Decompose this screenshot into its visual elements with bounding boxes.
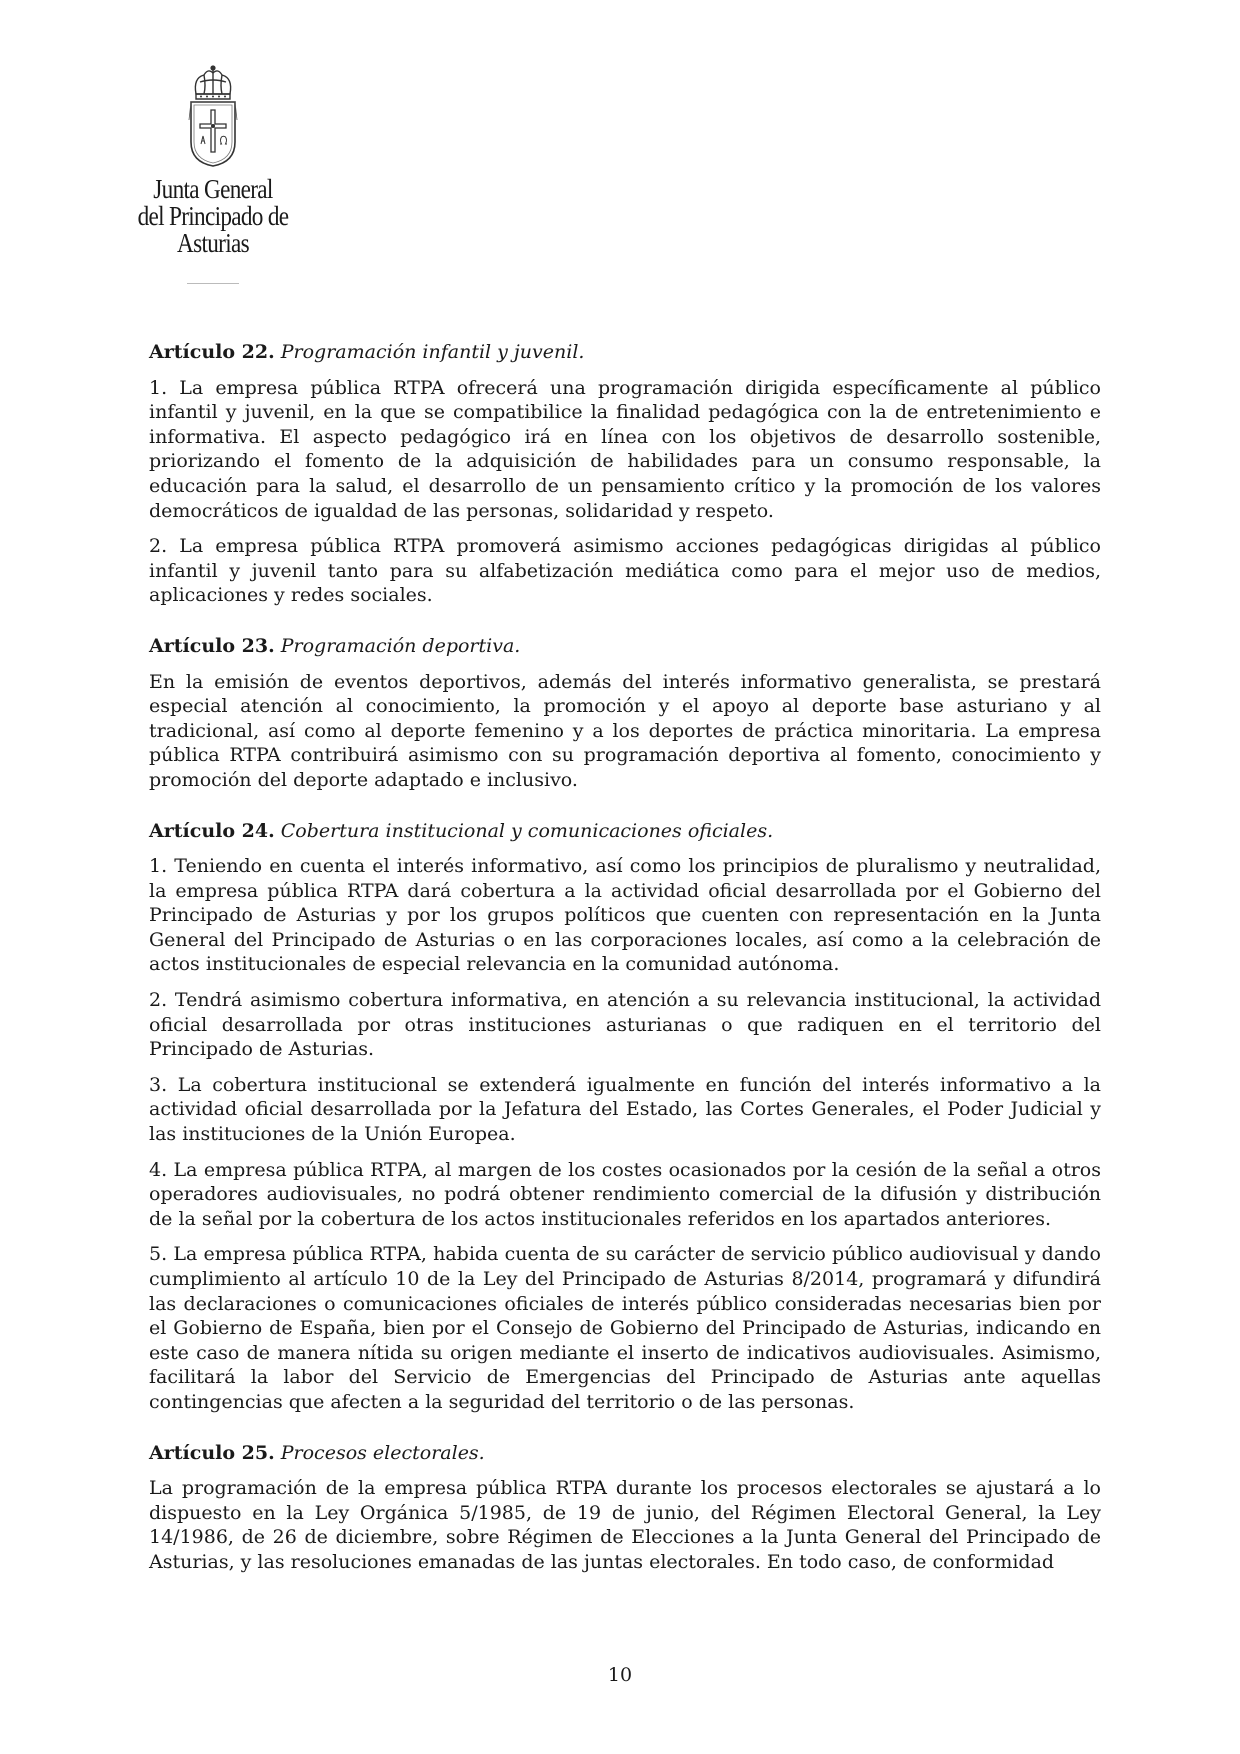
page-number: 10: [607, 1664, 633, 1686]
article-number: Artículo 23.: [149, 634, 275, 657]
article-22-paragraph-2: 2. La empresa pública RTPA promoverá asimismo acciones pedagógicas dirigidas al público infantil y juvenil tanto para su alfabetización mediática como para el mejor uso de medios, aplicaciones y redes sociales.: [149, 535, 1101, 607]
article-24-paragraph-1: 1. Teniendo en cuenta el interés informativo, así como los principios de pluralismo y neutralidad, la empresa pública RTPA dará cobertura a la actividad oficial desarrollada por el Gobierno del Principado de Asturias y por los grupos políticos que cuenten con representación en la Junta General del Principado de Asturias o en las corporaciones locales, así como a la celebración de actos institucionales de especial relevancia en la comunidad autónoma.: [149, 855, 1101, 976]
article-number: Artículo 25.: [149, 1441, 275, 1464]
article-title: Programación infantil y juvenil.: [280, 341, 585, 363]
article-number: Artículo 22.: [149, 341, 275, 363]
article-24-heading: [149, 819, 1101, 844]
article-22-heading: [149, 340, 1101, 365]
article-title: Cobertura institucional y comunicaciones oficiales.: [280, 819, 774, 842]
article-title: Programación deportiva.: [280, 634, 521, 657]
article-25-paragraph-1: La programación de la empresa pública RTPA durante los procesos electorales se ajustará a lo dispuesto en la Ley Orgánica 5/1985, de 19 de junio, del Régimen Electoral General, la Ley 14/1986, de 26 de diciembre, sobre Régimen de Elecciones a la Junta General del Principado de Asturias, y las resoluciones emanadas de las juntas electorales. En todo caso, de conformidad: [149, 1477, 1101, 1573]
article-24-paragraph-3: 3. La cobertura institucional se extenderá igualmente en función del interés informativo a la actividad oficial desarrollada por la Jefatura del Estado, las Cortes Generales, el Poder Judicial y las instituciones de la Unión Europea.: [149, 1073, 1101, 1146]
article-23-paragraph-1: En la emisión de eventos deportivos, además del interés informativo generalista, se prestará especial atención al conocimiento, la promoción y el apoyo al deporte base asturiano y al tradicional, así como al deporte femenino y a los deportes de práctica minoritaria. La empresa pública RTPA contribuirá asimismo con su programación deportiva al fomento, conocimiento y promoción del deporte adaptado e inclusivo.: [149, 670, 1101, 791]
logo-text-line-1: Junta General: [153, 174, 273, 204]
institution-logo: [88, 64, 338, 284]
article-24-paragraph-2: 2. Tendrá asimismo cobertura informativa, en atención a su relevancia institucional, la actividad oficial desarrollada por otras instituciones asturianas o que radiquen en el territorio del Principado de Asturias.: [149, 989, 1101, 1061]
logo-divider: [187, 283, 239, 284]
article-24-paragraph-4: 4. La empresa pública RTPA, al margen de los costes ocasionados por la cesión de la señal a otros operadores audiovisuales, no podrá obtener rendimiento comercial de la difusión y distribución de la señal por la cobertura de los actos institucionales referidos en los apartados anteriores.: [149, 1158, 1101, 1230]
logo-text-line-2: del Principado de Asturias: [137, 201, 289, 258]
article-25-heading: [149, 1441, 1101, 1466]
article-23-heading: [149, 634, 1101, 659]
coat-of-arms-icon: [88, 64, 338, 168]
article-22-paragraph-1: 1. La empresa pública RTPA ofrecerá una programación dirigida específicamente al público infantil y juvenil, en la que se compatibilice la finalidad pedagógica con la de entretenimiento e informativa. El aspecto pedagógico irá en línea con los objetivos de desarrollo sostenible, priorizando el fomento de la adquisición de habilidades para un consumo responsable, la educación para la salud, el desarrollo de un pensamiento crítico y la promoción de los valores democráticos de igualdad de las personas, solidaridad y respeto.: [149, 376, 1101, 522]
article-number: Artículo 24.: [149, 819, 275, 842]
document-body: [149, 340, 1101, 1586]
article-24-paragraph-5: 5. La empresa pública RTPA, habida cuenta de su carácter de servicio público audiovisual y dando cumplimiento al artículo 10 de la Ley del Principado de Asturias 8/2014, programará y difundirá las declaraciones o comunicaciones oficiales de interés público consideradas necesarias bien por el Gobierno de España, bien por el Consejo de Gobierno del Principado de Asturias, indicando en este caso de manera nítida su origen mediante el inserto de indicativos audiovisuales. Asimismo, facilitará la labor del Servicio de Emergencias del Principado de Asturias ante aquellas contingencias que afecten a la seguridad del territorio o de las personas.: [149, 1243, 1101, 1413]
article-title: Procesos electorales.: [280, 1441, 485, 1464]
